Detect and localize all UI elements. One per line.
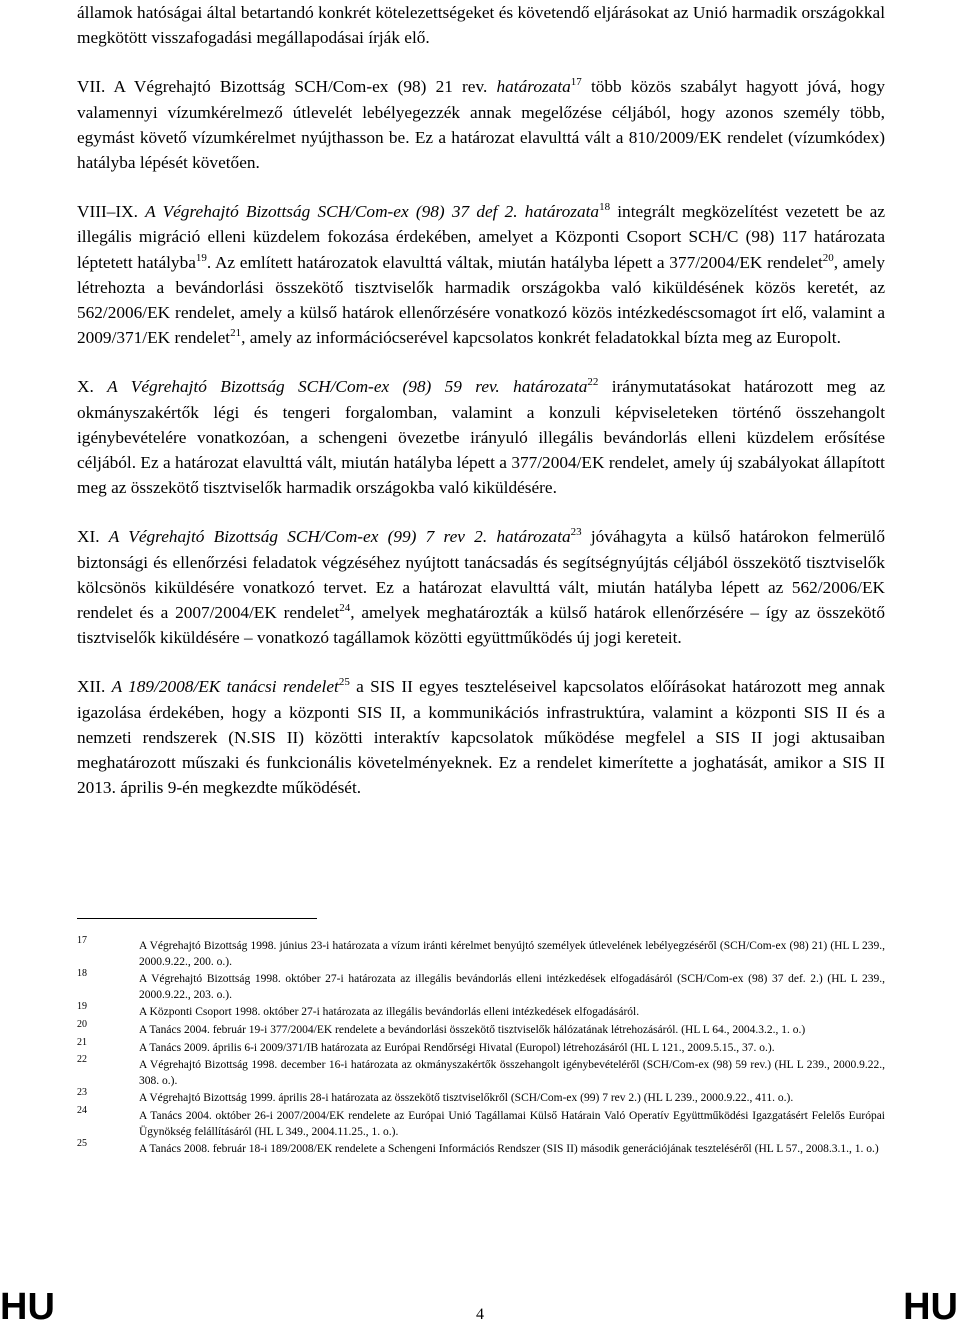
footnote-number: 21 [77,1036,87,1048]
footnote-text: A Végrehajtó Bizottság 1998. június 23-i határozata a vízum iránti kérelmet benyújtó személyek útlevelének lebélyegzéséről (SCH/Com-ex (98) 21) (HL L 239., 2000.9.22., 200. o.). [139,940,885,968]
footnote [77,968,885,1003]
footnote [77,1036,885,1057]
paragraph-viii-ix-text-3: , amely létrehozta a bevándorlási összekötő tisztviselők harmadik országokba való kiküldésének közös keretét, az 562/2006/EK rendelet, amely a külső határok ellenőrzésére vonatkozó közös intézkedéscsomagot írt elő, valamint a 2009/371/EK rendelet [77,252,885,348]
paragraph-vii-title: határozata [496,77,571,97]
footnote [77,1138,885,1158]
footnote-ref-23[interactable]: 23 [570,526,582,539]
language-code-right: HU [903,1286,958,1328]
paragraph-viii-ix-lead: A Végrehajtó Bizottság SCH/Com-ex (98) 37 def 2. [145,202,525,222]
paragraph-vii-text: több közös szabályt hagyott jóvá, hogy valamennyi vízumkérelmező útlevelét lebélyegezzék annak megelőzése céljából, hogy azonos személy több, egymást követő vízumkérelmet nyújthasson be. Ez a határozat elavulttá vált a 810/2009/EK rendelet (vízumkódex) hatályba lépését követően. [77,77,886,173]
paragraph-viii-ix-text-2: . Az említett határozatok elavulttá váltak, miután hatályba lépett a 377/2004/EK rendelet [206,252,823,272]
paragraph-xii-num: XII. [77,677,112,697]
footnote [77,1001,885,1021]
footnote-number: 20 [77,1018,87,1030]
paragraph-x-num: X. [77,377,108,397]
footnote-text: A Központi Csoport 1998. október 27-i határozata az illegális bevándorlás elleni intézkedések elfogadásáról. [139,1006,640,1019]
footnote-ref-24[interactable]: 24 [339,602,351,615]
paragraph-viii-ix [77,199,885,350]
footnote-ref-18[interactable]: 18 [599,201,611,214]
body-text [77,0,885,824]
footnote [77,1087,885,1107]
paragraph-xi-title: határozata [496,527,571,547]
paragraph-xi [77,524,885,650]
footnote-text: A Végrehajtó Bizottság 1998. december 16-i határozata az okmányszakértők összehangolt igénybevételéről (SCH/Com-ex (98) 59 rev.) (HL L 239., 2000.9.22., 308. o.). [139,1059,885,1087]
footnote-ref-22[interactable]: 22 [587,376,599,389]
paragraph-x [77,374,885,500]
paragraph-viii-ix-num: VIII–IX. [77,202,146,222]
paragraph-xii-text: a SIS II egyes teszteléseivel kapcsolatos előírásokat határozott meg annak igazolása érdekében, hogy a központi SIS II, a kommunikációs infrastruktúra, valamint a központi SIS II és a nemzeti rendszerek (N.SIS II) közötti interaktív kapcsolatok működése megfelel a SIS II jogi aktusaiban meghatározott műszaki és funkcionális követelményeknek. Ez a rendelet kimerítette a joghatását, amikor a SIS II 2013. április 9-én megkezdte működését. [77,677,885,798]
paragraph-intro: államok hatóságai által betartandó konkrét kötelezettségeket és követendő eljárásokat az Unió harmadik országokkal megkötött visszafogadási megállapodásai írják elő. [77,3,885,48]
paragraph-x-lead: A Végrehajtó Bizottság SCH/Com-ex (98) 59 rev. [107,377,514,397]
paragraph-xi-num: XI. [77,527,109,547]
footnote-text: A Tanács 2004. február 19-i 377/2004/EK rendelete a bevándorlási összekötő tisztviselők hálózatának létrehozásáról. (HL L 64., 2004.3.2., 1. o.) [139,1023,806,1036]
language-code-left: HU [0,1286,55,1328]
page-number: 4 [476,1306,484,1323]
paragraph-xi-lead: A Végrehajtó Bizottság SCH/Com-ex (99) 7 rev 2. [108,527,497,547]
footnote [77,1018,885,1039]
footnote-ref-25[interactable]: 25 [338,676,350,689]
paragraph-viii-ix-title: határozata [524,202,600,222]
paragraph-vii-lead: VII. A Végrehajtó Bizottság SCH/Com-ex (98) 21 rev. [77,77,497,97]
footnote-text: A Tanács 2009. április 6-i 2009/371/IB határozata az Európai Rendőrségi Hivatal (Europol) létrehozásáról (HL L 121., 2009.5.15., 37. o.). [139,1041,775,1054]
footnote-ref-21[interactable]: 21 [230,327,242,340]
footnote-text: A Végrehajtó Bizottság 1998. október 27-i határozata az illegális bevándorlás elleni intézkedések elfogadásáról (SCH/Com-ex (98) 37 def. 2.) (HL L 239., 2000.9.22., 203. o.). [139,973,885,1001]
footnote-number: 23 [77,1087,87,1099]
footnote [77,935,885,970]
footnote-ref-17[interactable]: 17 [570,76,582,89]
footnote-number: 24 [77,1104,87,1116]
paragraph-xii-lead: A 189/2008/EK tanácsi rendelet [111,677,339,697]
footnote-number: 19 [77,1001,87,1013]
paragraph-viii-ix-text-4: , amely az információcserével kapcsolatos konkrét feladatokkal bízta meg az Europolt. [241,328,841,348]
footnote-number: 22 [77,1054,87,1066]
paragraph-xi-text-2: , amelyek meghatározták a külső határok ellenőrzésére – így az összekötő tisztviselők kiküldésére – vonatkozó tagállamok közötti együttműködés új jogi kereteit. [77,603,885,648]
paragraph-x-title: határozata [513,377,588,397]
footnote-number: 18 [77,968,87,980]
footnote [77,1054,885,1089]
footnote-ref-20[interactable]: 20 [822,251,834,264]
footnote-text: A Végrehajtó Bizottság 1999. április 28-i határozata az összekötő tisztviselőkről (SCH/Com-ex (99) 7 rev 2.) (HL L 239., 2000.9.22., 411. o.). [139,1092,794,1105]
footnote-text: A Tanács 2004. október 26-i 2007/2004/EK rendelete az Európai Unió Tagállamai Külső Határain Való Operatív Együttműködési Igazgatásért Felelős Európai Ügynökség felállításáról (HL L 349., 2004.11.25., 1. o.). [139,1109,885,1138]
footnotes [77,935,885,1160]
paragraph-x-text: iránymutatásokat határozott meg az okmányszakértők légi és tengeri forgalomban, valamint a konzuli képviseleteken történő összehangolt igénybevételére vonatkozóan, a schengeni övezetbe irányuló illegális bevándorlás elleni küzdelem erősítése céljából. Ez a határozat elavulttá vált, miután hatályba lépett a 377/2004/EK rendelet, amely új szabályokat állapított meg az összekötő tisztviselők harmadik országokba való kiküldésére. [77,377,886,498]
footnote [77,1104,885,1140]
paragraph-viii-ix-text-1: integrált megközelítést vezetett be az illegális migráció elleni küzdelem fokozása érdekében, amelyet a Központi Csoport SCH/C (98) 117 határozata léptetett hatályba [77,202,885,272]
footnote-separator [77,918,317,919]
paragraph-xi-text-1: jóváhagyta a külső határokon felmerülő biztonsági és ellenőrzési feladatok végzéséhez nyújtott tanácsadás és segítségnyújtás céljából összekötő tisztviselők kölcsönös kiküldésére vonatkozó tervet. Ez a határozat elavulttá vált, miután hatályba lépett az 562/2006/EK rendelet és a 2007/2004/EK rendelet [77,527,886,623]
footnote-text: A Tanács 2008. február 18-i 189/2008/EK rendelete a Schengeni Információs Rendszer (SIS II) második generációjának teszteléséről (HL L 57., 2008.3.1., 1. o.) [139,1143,879,1156]
paragraph-xii [77,674,885,800]
footnote-number: 17 [77,935,87,946]
footnote-number: 25 [77,1138,87,1150]
footnote-ref-19[interactable]: 19 [195,251,207,264]
paragraph-vii [77,74,885,175]
